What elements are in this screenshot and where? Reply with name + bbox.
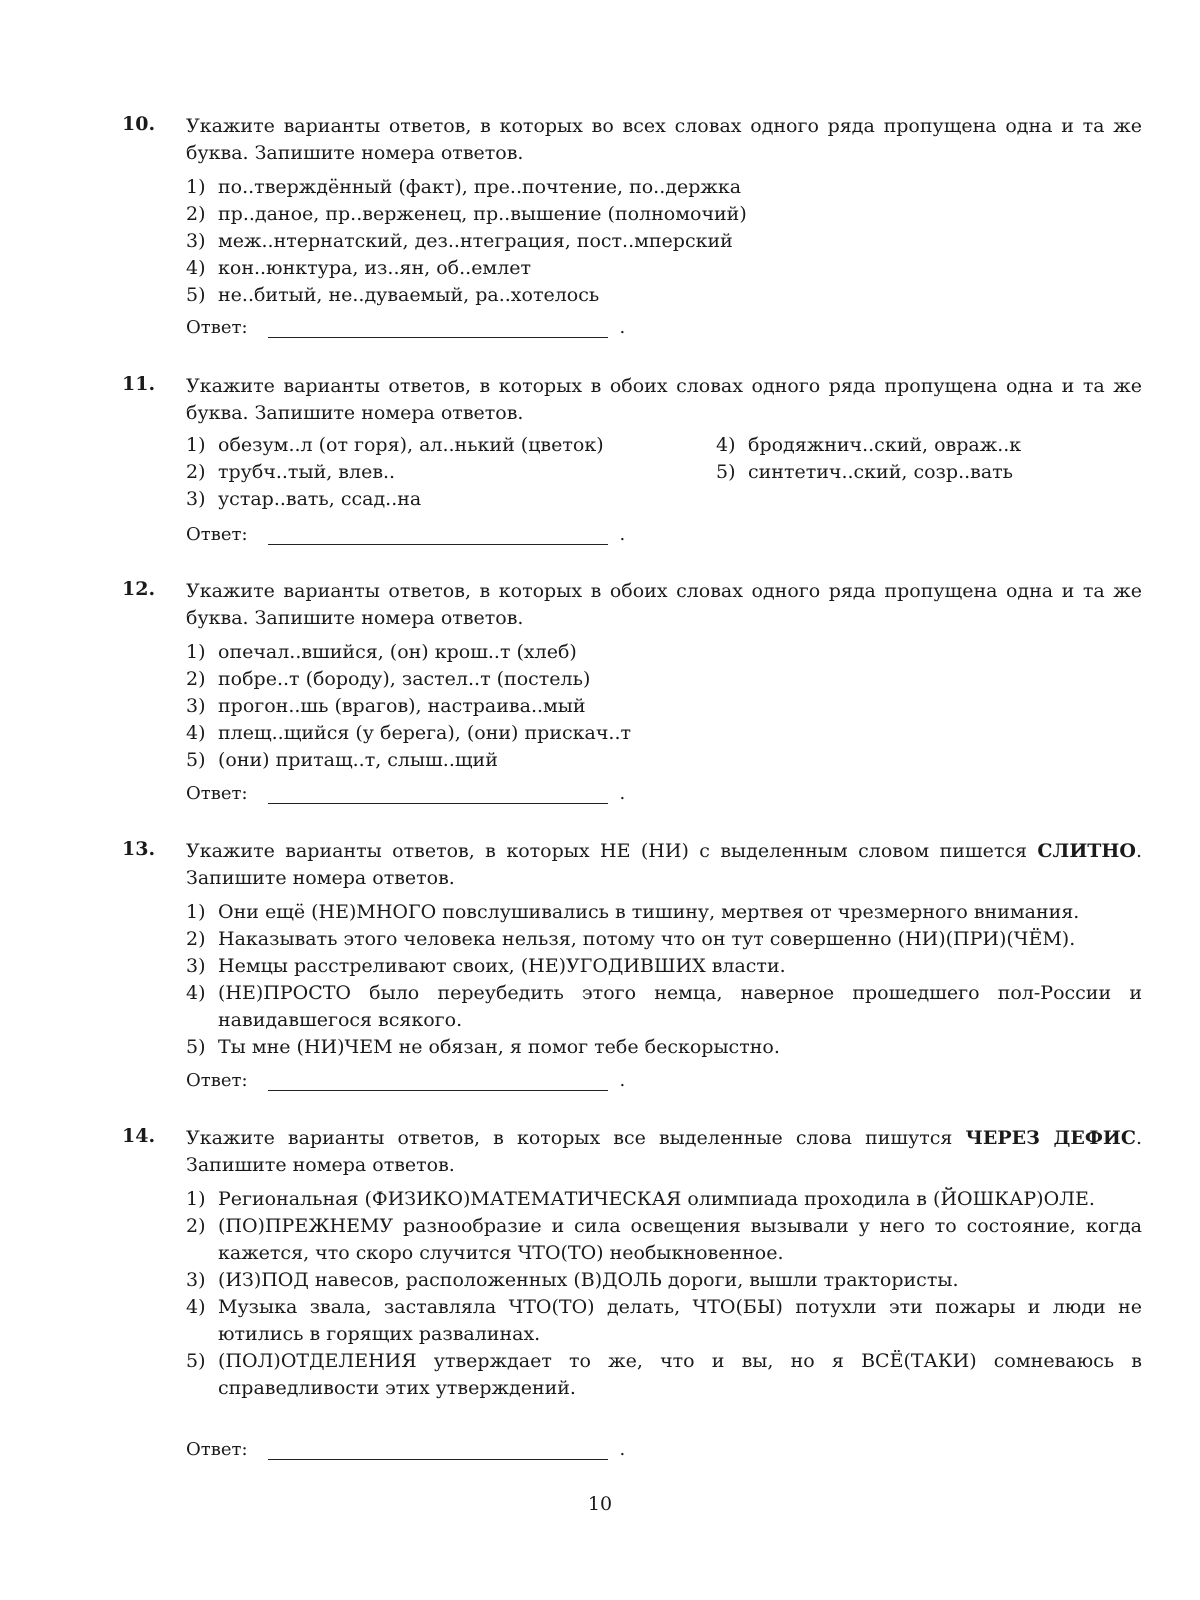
- task-number: 10.: [122, 113, 156, 135]
- option: 5) (они) притащ..т, слыш..щий: [186, 749, 498, 771]
- answer-row: Ответ: .: [186, 317, 626, 338]
- options-list: [186, 1186, 1142, 1402]
- answer-label: Ответ:: [186, 783, 248, 804]
- option: 5) синтетич..ский, созр..вать: [716, 461, 1014, 483]
- option: 5) не..битый, не..дуваемый, ра..хотелось: [186, 284, 600, 306]
- option: 4) кон..юнктура, из..ян, об..емлет: [186, 257, 532, 279]
- option: 3) устар..вать, ссад..на: [186, 488, 422, 510]
- task-number: 14.: [122, 1125, 156, 1147]
- option: 4) (НЕ)ПРОСТО было переубедить этого немца, наверное прошедшего пол-России и навидавшегося всякого.: [186, 982, 1142, 1031]
- option: 5) Ты мне (НИ)ЧЕМ не обязан, я помог тебе бескорыстно.: [186, 1036, 780, 1058]
- answer-field[interactable]: [268, 1070, 608, 1091]
- option: 1) обезум..л (от горя), ал..нький (цветок): [186, 434, 604, 456]
- option: 3) прогон..шь (врагов), настраива..мый: [186, 695, 586, 717]
- options-list: [186, 174, 1142, 309]
- answer-field[interactable]: [268, 1439, 608, 1460]
- task-number: 11.: [122, 373, 156, 395]
- answer-row: Ответ: .: [186, 1070, 626, 1091]
- answer-row: Ответ: .: [186, 783, 626, 804]
- answer-row: Ответ: .: [186, 524, 626, 545]
- option: 3) меж..нтернатский, дез..нтеграция, пост..мперский: [186, 230, 733, 252]
- option: 2) (ПО)ПРЕЖНЕМУ разнообразие и сила освещения вызывали у него то состояние, когда кажется, что скоро случится ЧТО(ТО) необыкновенное.: [186, 1215, 1142, 1264]
- option: 1) опечал..вшийся, (он) крош..т (хлеб): [186, 641, 577, 663]
- options-list: [186, 639, 1142, 774]
- option: 4) Музыка звала, заставляла ЧТО(ТО) делать, ЧТО(БЫ) потухли эти пожары и люди не ютились в горящих развалинах.: [186, 1296, 1142, 1345]
- option: 1) Они ещё (НЕ)МНОГО повслушивались в тишину, мертвея от чрезмерного внимания.: [186, 901, 1080, 923]
- options-list: [186, 432, 1142, 513]
- emphasis: ЧЕРЕЗ ДЕФИС: [965, 1127, 1136, 1149]
- task-question: Укажите варианты ответов, в которых НЕ (НИ) с выделенным словом пишется СЛИТНО. Запишите номера ответов.: [186, 840, 1142, 889]
- answer-field[interactable]: [268, 524, 608, 545]
- answer-field[interactable]: [268, 317, 608, 338]
- option: 4) плещ..щийся (у берега), (они) прискач..т: [186, 722, 631, 744]
- option: 2) побре..т (бороду), застел..т (постель): [186, 668, 591, 690]
- emphasis: СЛИТНО: [1037, 840, 1136, 862]
- option: 2) трубч..тый, влев..: [186, 461, 396, 483]
- answer-label: Ответ:: [186, 1439, 248, 1460]
- task-question: Укажите варианты ответов, в которых во всех словах одного ряда пропущена одна и та же буква. Запишите номера ответов.: [186, 115, 1142, 164]
- answer-field[interactable]: [268, 783, 608, 804]
- task-number: 12.: [122, 578, 156, 600]
- option: 2) Наказывать этого человека нельзя, потому что он тут совершенно (НИ)(ПРИ)(ЧЁМ).: [186, 928, 1076, 950]
- option: 1) Региональная (ФИЗИКО)МАТЕМАТИЧЕСКАЯ олимпиада проходила в (ЙОШКАР)ОЛЕ.: [186, 1188, 1095, 1210]
- page-number: 10: [587, 1493, 613, 1515]
- option: 3) Немцы расстреливают своих, (НЕ)УГОДИВШИХ власти.: [186, 955, 786, 977]
- option: 2) пр..даное, пр..верженец, пр..вышение (полномочий): [186, 203, 747, 225]
- option: 3) (ИЗ)ПОД навесов, расположенных (В)ДОЛЬ дороги, вышли трактористы.: [186, 1269, 959, 1291]
- task-question: Укажите варианты ответов, в которых в обоих словах одного ряда пропущена одна и та же буква. Запишите номера ответов.: [186, 375, 1142, 424]
- answer-label: Ответ:: [186, 317, 248, 338]
- option: 1) по..тверждённый (факт), пре..почтение, по..держка: [186, 176, 742, 198]
- task-question: Укажите варианты ответов, в которых в обоих словах одного ряда пропущена одна и та же буква. Запишите номера ответов.: [186, 580, 1142, 629]
- options-list: [186, 899, 1142, 1061]
- option: 5) (ПОЛ)ОТДЕЛЕНИЯ утверждает то же, что и вы, но я ВСЁ(ТАКИ) сомневаюсь в справедливости этих утверждений.: [186, 1350, 1142, 1399]
- task-number: 13.: [122, 838, 156, 860]
- task-question: Укажите варианты ответов, в которых все выделенные слова пишутся ЧЕРЕЗ ДЕФИС. Запишите номера ответов.: [186, 1127, 1142, 1176]
- answer-label: Ответ:: [186, 524, 248, 545]
- answer-label: Ответ:: [186, 1070, 248, 1091]
- answer-row: Ответ: .: [186, 1439, 626, 1460]
- option: 4) бродяжнич..ский, овраж..к: [716, 434, 1022, 456]
